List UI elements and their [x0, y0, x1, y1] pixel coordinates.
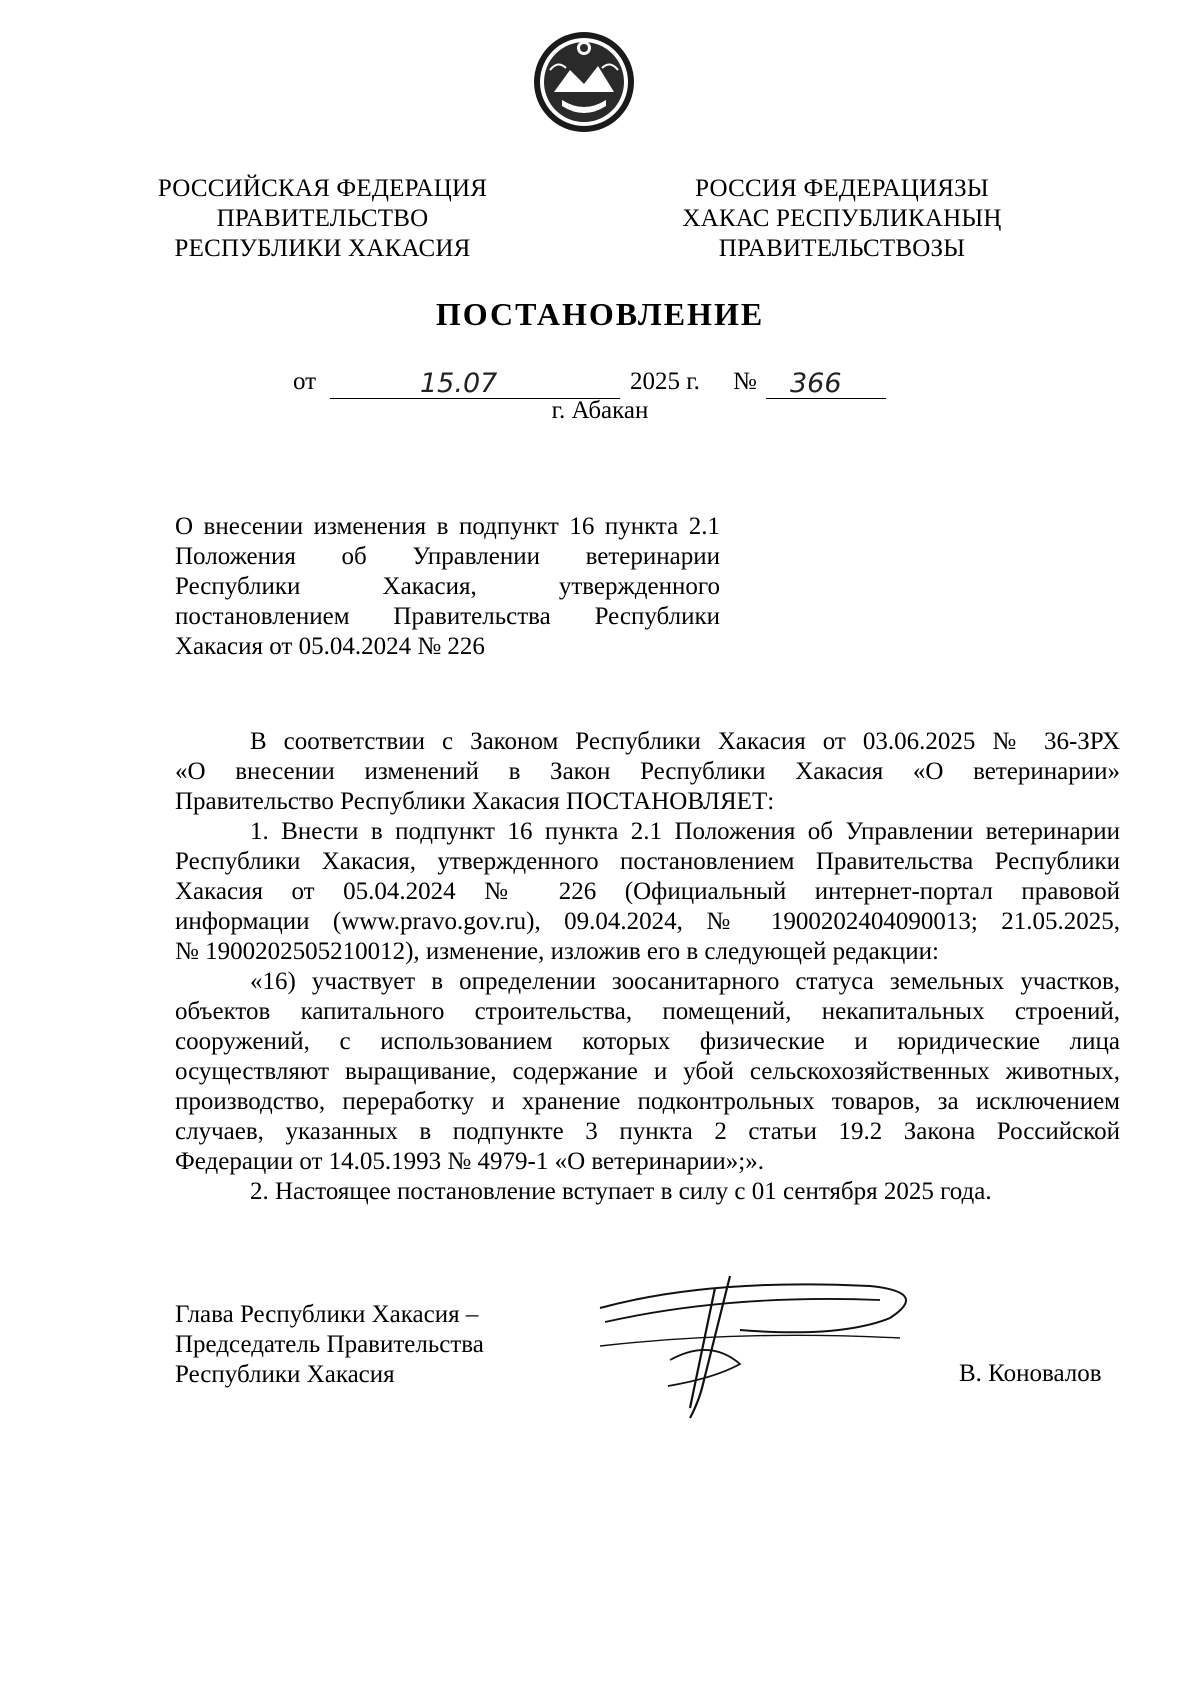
body-line: информации (www.pravo.gov.ru), 09.04.2024, № 1900202404090013; 21.05.2025, [175, 908, 1120, 935]
date-line [0, 358, 1200, 398]
handwritten-number: 366 [790, 368, 842, 399]
body-line: В соответствии с Законом Республики Хакасия от 03.06.2025 № 36-ЗРХ [250, 728, 1120, 755]
coat-of-arms-emblem [532, 30, 636, 134]
body-line: осуществляют выращивание, содержание и убой сельскохозяйственных животных, [175, 1058, 1120, 1085]
signatory-name: В. Коновалов [959, 1360, 1102, 1387]
signatory-position [175, 1300, 484, 1390]
date-from-label: от [293, 368, 317, 395]
header-right [662, 174, 1022, 264]
body-line: Республики Хакасия, утвержденного постановлением Правительства Республики [175, 848, 1120, 875]
signatory-position-line: Председатель Правительства [175, 1331, 484, 1358]
body-line: производство, переработку и хранение подконтрольных товаров, за исключением [175, 1088, 1120, 1115]
year-label: 2025 г. [630, 368, 700, 395]
body-line: № 1900202505210012), изменение, изложив его в следующей редакции: [175, 938, 939, 965]
subject-line: Хакасия от 05.04.2024 № 226 [175, 633, 485, 660]
document-subject [175, 512, 720, 662]
subject-line: постановлением Правительства Республики [175, 603, 720, 630]
header-right-line: РОССИЯ ФЕДЕРАЦИЯЗЫ [695, 175, 989, 202]
subject-line: О внесении изменения в подпункт 16 пункта 2.1 [175, 513, 720, 540]
signatory-position-line: Глава Республики Хакасия – [175, 1301, 479, 1328]
number-label: № [733, 368, 757, 395]
body-line: 1. Внести в подпункт 16 пункта 2.1 Положения об Управлении ветеринарии [250, 818, 1120, 845]
body-line: объектов капитального строительства, помещений, некапитальных строений, [175, 998, 1120, 1025]
subject-line: Республики Хакасия, утвержденного [175, 573, 720, 600]
handwritten-date: 15.07 [420, 368, 498, 399]
body-line: случаев, указанных в подпункте 3 пункта 2 статьи 19.2 Закона Российской [175, 1118, 1120, 1145]
handwritten-signature [590, 1268, 930, 1438]
body-line: Правительство Республики Хакасия ПОСТАНОВЛЯЕТ: [175, 788, 775, 815]
header-left-line: РЕСПУБЛИКИ ХАКАСИЯ [174, 235, 471, 262]
body-line: «16) участвует в определении зоосанитарного статуса земельных участков, [250, 968, 1120, 995]
body-line: Хакасия от 05.04.2024 № 226 (Официальный интернет-портал правовой [175, 878, 1120, 905]
document-title: ПОСТАНОВЛЕНИЕ [435, 296, 765, 332]
city: г. Абакан [551, 397, 649, 424]
header-left [140, 174, 505, 264]
document-body [175, 727, 1120, 1207]
subject-line: Положения об Управлении ветеринарии [175, 543, 720, 570]
signatory-position-line: Республики Хакасия [175, 1361, 395, 1388]
header-left-line: РОССИЙСКАЯ ФЕДЕРАЦИЯ [157, 175, 488, 202]
body-line: 2. Настоящее постановление вступает в силу с 01 сентября 2025 года. [250, 1178, 992, 1205]
header-right-line: ПРАВИТЕЛЬСТВОЗЫ [718, 235, 966, 262]
body-line: Федерации от 14.05.1993 № 4979-1 «О ветеринарии»;». [175, 1148, 764, 1175]
body-line: сооружений, с использованием которых физические и юридические лица [175, 1028, 1120, 1055]
header-left-line: ПРАВИТЕЛЬСТВО [216, 205, 429, 232]
header-right-line: ХАКАС РЕСПУБЛИКАНЫҢ [682, 205, 1002, 232]
body-line: «О внесении изменений в Закон Республики Хакасия «О ветеринарии» [175, 758, 1120, 785]
